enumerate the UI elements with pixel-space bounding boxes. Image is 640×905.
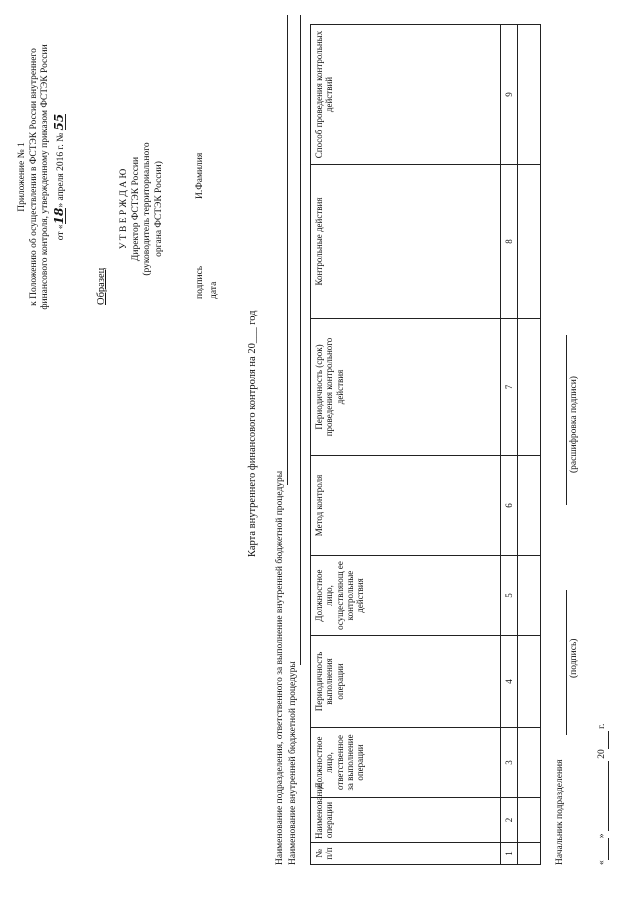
number-cell: 8 bbox=[501, 165, 518, 319]
header-cell: Должностное лицо, ответственное за выполнение операции bbox=[311, 728, 501, 798]
signature-line bbox=[566, 590, 567, 735]
order-day: 18 bbox=[51, 207, 66, 225]
approval-block bbox=[120, 99, 164, 319]
approve-date-caption: дата bbox=[209, 281, 219, 299]
unit-field-label: Наименование подразделения, ответственного за выполнение внутренней бюджетной процедуры bbox=[275, 470, 285, 865]
date-month-blank bbox=[598, 761, 609, 831]
empty-cell bbox=[518, 165, 541, 319]
empty-cell bbox=[518, 319, 541, 456]
number-cell: 6 bbox=[501, 456, 518, 556]
empty-cell bbox=[518, 798, 541, 843]
signature-caption: (подпись) bbox=[569, 638, 579, 678]
date-year-prefix: 20 bbox=[597, 749, 607, 759]
procedure-field-label: Наименование внутренней бюджетной процедуры bbox=[288, 661, 298, 865]
approve-signature-caption: подпись bbox=[195, 265, 205, 299]
number-cell: 7 bbox=[501, 319, 518, 456]
empty-cell bbox=[518, 636, 541, 728]
approve-position-alt: (руководитель территориального bbox=[142, 142, 152, 276]
header-cell: Контрольные действия bbox=[311, 165, 501, 319]
number-cell: 4 bbox=[501, 636, 518, 728]
table-header-row bbox=[311, 25, 501, 865]
header-cell: Периодичность (срок) проведения контрольного действия bbox=[311, 319, 501, 456]
decode-line bbox=[566, 335, 567, 505]
empty-cell bbox=[518, 456, 541, 556]
date-year-suffix: г. bbox=[597, 723, 607, 729]
sample-label: Образец bbox=[96, 267, 107, 305]
date-line bbox=[598, 724, 609, 865]
unit-field-line bbox=[287, 15, 288, 485]
header-cell: Периодичность выполнения операции bbox=[311, 636, 501, 728]
appendix-block bbox=[18, 17, 66, 337]
empty-cell bbox=[518, 843, 541, 865]
date-open-quote: « bbox=[597, 860, 607, 865]
decode-caption: (расшифровка подписи) bbox=[569, 376, 579, 473]
date-year-blank bbox=[598, 731, 609, 749]
empty-cell bbox=[518, 556, 541, 636]
date-close-quote: » bbox=[597, 833, 607, 839]
number-cell: 5 bbox=[501, 556, 518, 636]
table-row bbox=[518, 25, 541, 865]
approve-title: У Т В Е Р Ж Д А Ю bbox=[119, 168, 129, 250]
head-of-unit-label: Начальник подразделения bbox=[555, 759, 565, 865]
approve-position-alt-2: органа ФСТЭК России) bbox=[153, 161, 164, 257]
document-title: Карта внутреннего финансового контроля на 20___ год bbox=[247, 310, 258, 557]
approve-name: И.Фамилия bbox=[195, 152, 205, 199]
appendix-line-1: к Положению об осуществлении в ФСТЭК России внутреннего bbox=[28, 48, 39, 306]
appendix-order-line: от «18» апреля 2016 г. № 55 bbox=[51, 113, 66, 241]
header-cell: Должностное лицо, осуществляющ ее контрольные действия bbox=[311, 556, 501, 636]
order-number: 55 bbox=[51, 113, 66, 131]
appendix-title: Приложение № 1 bbox=[17, 142, 27, 212]
header-cell: Способ проведения контрольных действий bbox=[311, 25, 501, 165]
date-day-blank bbox=[598, 838, 609, 860]
appendix-line-2: финансового контроля, утвержденному приказом ФСТЭК России bbox=[40, 44, 50, 310]
number-cell: 9 bbox=[501, 25, 518, 165]
number-cell: 2 bbox=[501, 798, 518, 843]
approve-position: Директор ФСТЭК России bbox=[130, 156, 141, 262]
number-cell: 1 bbox=[501, 843, 518, 865]
empty-cell bbox=[518, 25, 541, 165]
header-cell: Метод контроля bbox=[311, 456, 501, 556]
table-number-row bbox=[501, 25, 518, 865]
header-cell: Наименование операции bbox=[311, 798, 501, 843]
empty-cell bbox=[518, 728, 541, 798]
header-cell: № п/п bbox=[311, 843, 501, 865]
procedure-field-line bbox=[300, 15, 301, 665]
control-map-table bbox=[310, 24, 541, 865]
number-cell: 3 bbox=[501, 728, 518, 798]
